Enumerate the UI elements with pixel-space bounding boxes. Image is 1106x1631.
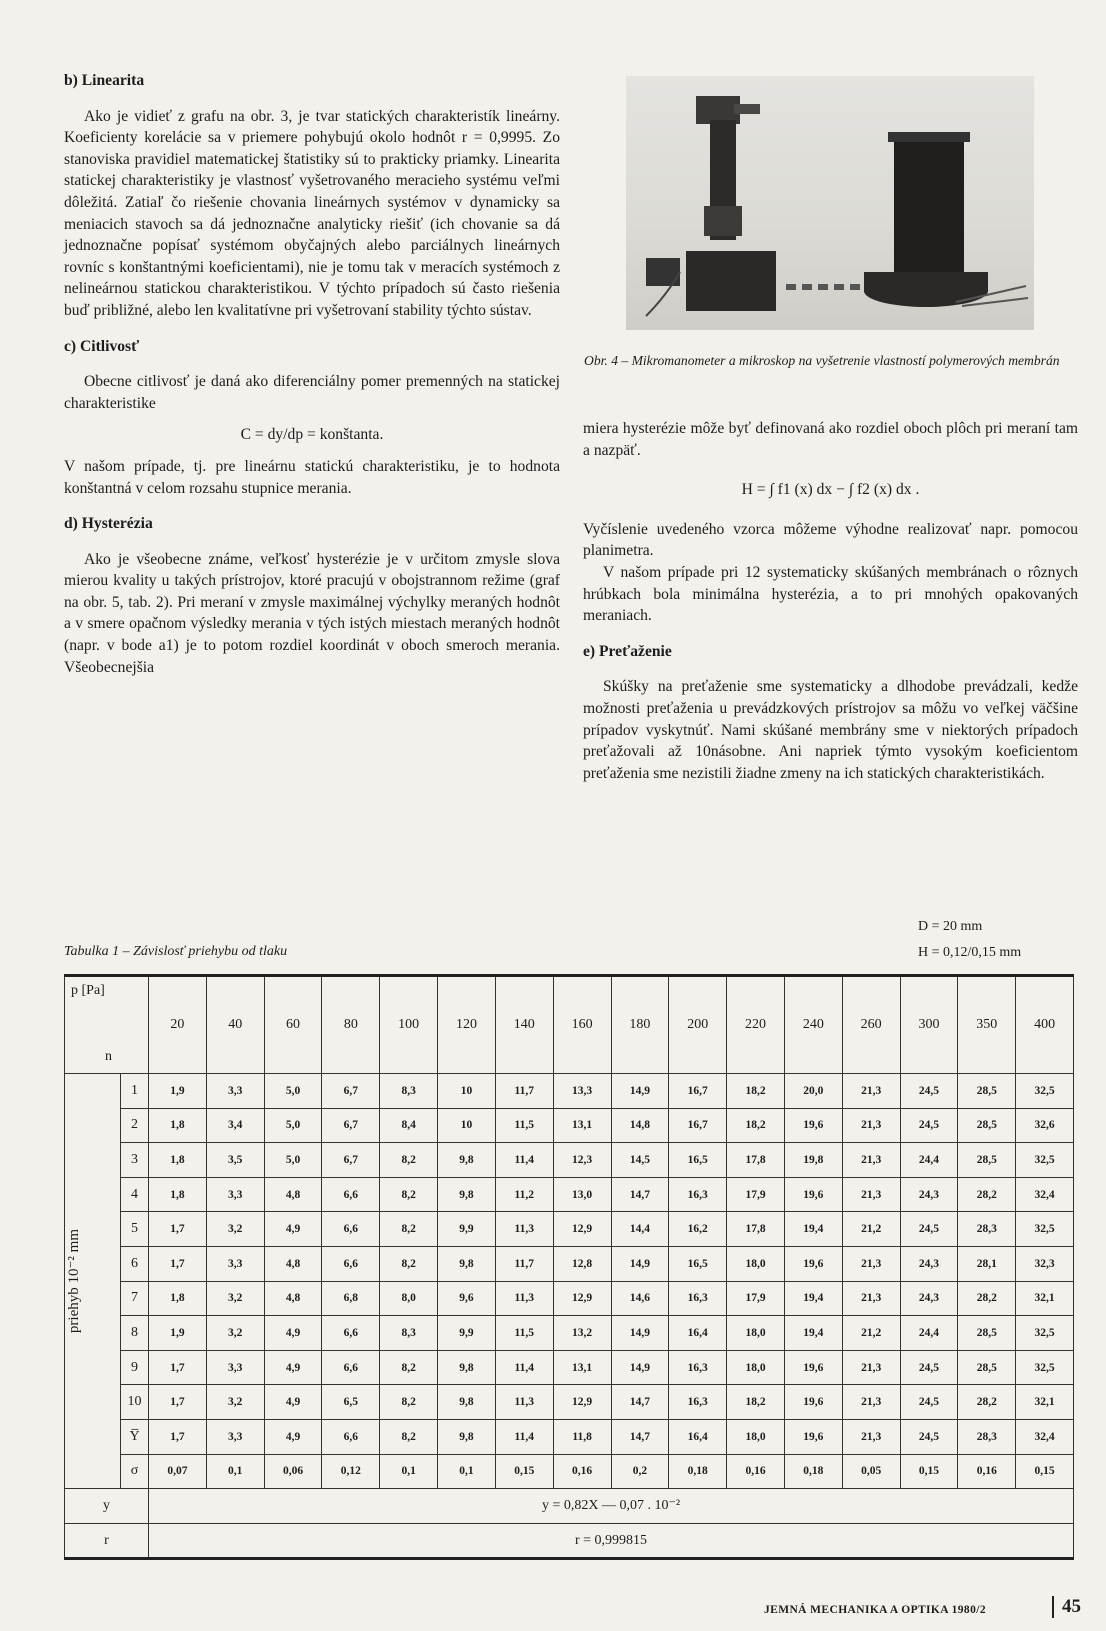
table-cell: 14,9 — [611, 1350, 669, 1385]
section-b-paragraph: Ako je vidieť z grafu na obr. 3, je tvar statických charakteristík lineárny. Koeficienty korelácie sa v priemere pohybujú okolo hodnôt r = 0,9995. Zo stanoviska pravidiel matematickej štatistiky sú to prakticky priamky. Linearita statickej charakteristiky je vlastnosť vyšetrovaného meracieho systému veľmi dôležitá. Zatiaľ čo riešenie chovania lineárnych systémov v dynamicky sa meniacich stavoch sa dá jednoznačne analyticky riešiť (ich chovanie sa dá jednoznačne popísať systémom obyčajných alebo parciálnych lineárnych rovníc s konštantnými koeficientami), nie je tomu tak v meracích systémoch z nelineárnou statickou charakteristikou. V týchto prípadoch sú často riešenia buď približné, alebo len kvalitatívne pri vyšetrovaní stability týchto sústav. — [64, 107, 560, 319]
left-column — [64, 70, 560, 678]
table-cell: 21,3 — [842, 1350, 900, 1385]
pressure-header-cell: 80 — [322, 976, 380, 1074]
row-number: 9 — [121, 1350, 149, 1385]
table-cell: 1,8 — [149, 1143, 207, 1178]
table-cell: 12,3 — [553, 1143, 611, 1178]
pressure-header-cell: 160 — [553, 976, 611, 1074]
table-cell: 16,3 — [669, 1385, 727, 1420]
table-cell: 13,1 — [553, 1108, 611, 1143]
table-cell: 18,2 — [727, 1074, 785, 1109]
table-cell: 12,8 — [553, 1246, 611, 1281]
table-cell: 3,2 — [206, 1316, 264, 1351]
table-cell: 32,4 — [1016, 1419, 1074, 1454]
table-cell: 8,2 — [380, 1246, 438, 1281]
table-cell: 19,6 — [784, 1419, 842, 1454]
table-cell: 0,06 — [264, 1454, 322, 1489]
table-cell: 21,3 — [842, 1281, 900, 1316]
section-e-paragraph: Skúšky na preťaženie sme systematicky a dlhodobe prevádzali, kedže možnosti preťaženia u prevádzkových prístrojov sa môžu vo veľkej väčšine prípadov vyskytnúť. Nami skúšané membrány sme v niektorých prípadoch preťažovali až 10násobne. Ani napriek týmto vysokým koeficientom preťaženia sme nezistili žiadne zmeny na ich statických charakteristikách. — [583, 678, 1078, 782]
table-cell: 21,3 — [842, 1177, 900, 1212]
table-cell: 8,2 — [380, 1143, 438, 1178]
row-number: Y̅ — [121, 1419, 149, 1454]
table-cell: 1,8 — [149, 1177, 207, 1212]
pressure-header-cell: 300 — [900, 976, 958, 1074]
table-cell: 28,3 — [958, 1419, 1016, 1454]
table-cell: 8,4 — [380, 1108, 438, 1143]
table-cell: 9,9 — [438, 1316, 496, 1351]
table-row — [65, 1074, 1074, 1109]
row-number: σ — [121, 1454, 149, 1489]
table-corner — [65, 976, 149, 1074]
table-cell: 5,0 — [264, 1074, 322, 1109]
table-cell: 19,6 — [784, 1246, 842, 1281]
table-cell: 18,2 — [727, 1385, 785, 1420]
table-cell: 18,2 — [727, 1108, 785, 1143]
table-cell: 16,5 — [669, 1246, 727, 1281]
table-cell: 11,4 — [495, 1350, 553, 1385]
pressure-header-cell: 20 — [149, 976, 207, 1074]
table-cell: 21,2 — [842, 1316, 900, 1351]
table-cell: 14,9 — [611, 1074, 669, 1109]
section-d-paragraph-4: V našom prípade pri 12 systematicky skúšaných membránach o rôznych hrúbkach bola minimálna hysterézia, a to pri mnohých opakovaných meraniach. — [583, 563, 1078, 625]
regression-row — [65, 1489, 1074, 1524]
table-cell: 28,5 — [958, 1316, 1016, 1351]
table-title: Tabulka 1 – Závislosť priehybu od tlaku — [64, 944, 288, 959]
dimension-d: D = 20 mm — [918, 919, 983, 934]
section-d-paragraph-3: Vyčíslenie uvedeného vzorca môžeme výhodne realizovať napr. pomocou planimetra. — [583, 520, 1078, 560]
table-cell: 1,8 — [149, 1281, 207, 1316]
table-row — [65, 1177, 1074, 1212]
table-cell: 8,0 — [380, 1281, 438, 1316]
table-row — [65, 1143, 1074, 1178]
table-cell: 8,3 — [380, 1316, 438, 1351]
section-d-paragraph-2: miera hysterézie môže byť definovaná ako rozdiel oboch plôch pri meraní tam a nazpäť. — [583, 420, 1078, 459]
table-cell: 18,0 — [727, 1316, 785, 1351]
right-column — [583, 418, 1078, 784]
table-row — [65, 1108, 1074, 1143]
table-cell: 4,9 — [264, 1212, 322, 1247]
table-cell: 1,7 — [149, 1419, 207, 1454]
table-cell: 14,4 — [611, 1212, 669, 1247]
table-cell: 32,1 — [1016, 1385, 1074, 1420]
table-cell: 24,3 — [900, 1246, 958, 1281]
table-cell: 19,4 — [784, 1212, 842, 1247]
table-cell: 4,9 — [264, 1350, 322, 1385]
table-cell: 32,6 — [1016, 1108, 1074, 1143]
table-cell: 0,15 — [1016, 1454, 1074, 1489]
table-cell: 32,3 — [1016, 1246, 1074, 1281]
table-cell: 0,18 — [669, 1454, 727, 1489]
table-row — [65, 1316, 1074, 1351]
table-cell: 32,5 — [1016, 1212, 1074, 1247]
table-cell: 3,3 — [206, 1350, 264, 1385]
table-cell: 17,8 — [727, 1143, 785, 1178]
table-cell: 14,7 — [611, 1385, 669, 1420]
section-d-title: d) Hysterézia — [64, 515, 153, 533]
dimension-h: H = 0,12/0,15 mm — [918, 945, 1022, 960]
table-cell: 24,4 — [900, 1143, 958, 1178]
table-cell: 18,0 — [727, 1350, 785, 1385]
table-row — [65, 1419, 1074, 1454]
section-b-title: b) Linearita — [64, 72, 145, 89]
table-cell: 24,3 — [900, 1281, 958, 1316]
table-cell: 32,5 — [1016, 1350, 1074, 1385]
table-cell: 24,5 — [900, 1074, 958, 1109]
table-cell: 6,6 — [322, 1177, 380, 1212]
n-header: n — [105, 1049, 112, 1064]
table-cell: 8,2 — [380, 1212, 438, 1247]
table-cell: 1,7 — [149, 1212, 207, 1247]
table-cell: 13,1 — [553, 1350, 611, 1385]
table-cell: 0,1 — [438, 1454, 496, 1489]
table-cell: 28,2 — [958, 1281, 1016, 1316]
table-cell: 1,9 — [149, 1074, 207, 1109]
table-cell: 11,4 — [495, 1419, 553, 1454]
table-cell: 8,2 — [380, 1350, 438, 1385]
row-number: 6 — [121, 1246, 149, 1281]
table-cell: 9,8 — [438, 1246, 496, 1281]
table-cell: 19,4 — [784, 1281, 842, 1316]
row-number: 10 — [121, 1385, 149, 1420]
table-cell: 24,5 — [900, 1385, 958, 1420]
table-cell: 6,6 — [322, 1212, 380, 1247]
table-cell: 4,9 — [264, 1385, 322, 1420]
table-cell: 3,3 — [206, 1074, 264, 1109]
table-cell: 16,4 — [669, 1419, 727, 1454]
table-cell: 11,2 — [495, 1177, 553, 1212]
table-cell: 14,9 — [611, 1316, 669, 1351]
table-cell: 24,5 — [900, 1419, 958, 1454]
table-cell: 32,4 — [1016, 1177, 1074, 1212]
table-cell: 19,8 — [784, 1143, 842, 1178]
table-cell: 21,3 — [842, 1074, 900, 1109]
table-cell: 16,7 — [669, 1108, 727, 1143]
table-row — [65, 1281, 1074, 1316]
table-cell: 32,1 — [1016, 1281, 1074, 1316]
pressure-header-cell: 180 — [611, 976, 669, 1074]
row-number: 2 — [121, 1108, 149, 1143]
table-cell: 1,7 — [149, 1385, 207, 1420]
table-cell: 14,6 — [611, 1281, 669, 1316]
deflection-axis-label: priehyb 10⁻² mm — [66, 1229, 82, 1334]
table-cell: 24,3 — [900, 1177, 958, 1212]
table-cell: 13,2 — [553, 1316, 611, 1351]
table-cell: 3,3 — [206, 1177, 264, 1212]
table-cell: 9,6 — [438, 1281, 496, 1316]
table-cell: 11,4 — [495, 1143, 553, 1178]
table-cell: 3,3 — [206, 1419, 264, 1454]
table-cell: 14,7 — [611, 1177, 669, 1212]
table-cell: 9,8 — [438, 1143, 496, 1178]
pressure-header-cell: 220 — [727, 976, 785, 1074]
table-cell: 28,1 — [958, 1246, 1016, 1281]
correlation-label: r — [65, 1523, 149, 1559]
table-cell: 17,9 — [727, 1281, 785, 1316]
table-cell: 0,18 — [784, 1454, 842, 1489]
table-cell: 11,7 — [495, 1246, 553, 1281]
table-cell: 1,7 — [149, 1350, 207, 1385]
table-cell: 6,8 — [322, 1281, 380, 1316]
table-cell: 12,9 — [553, 1385, 611, 1420]
section-e-title: e) Preťaženie — [583, 642, 672, 660]
table-cell: 19,6 — [784, 1385, 842, 1420]
table-cell: 3,2 — [206, 1212, 264, 1247]
table-cell: 16,2 — [669, 1212, 727, 1247]
table-cell: 11,7 — [495, 1074, 553, 1109]
figure-photo — [626, 76, 1034, 330]
section-d-paragraph-1: Ako je všeobecne známe, veľkosť hysterézie je v určitom zmysle slova mierou kvality u takých prístrojov, ktoré pracujú v obojstrannom režime (graf na obr. 5, tab. 2). Pri meraní v zmysle maximálnej výchylky meraných hodnôt a v smere opačnom výsledky merania v tých istých miestach meraných hodnôt (napr. v bode a1) je to potom rozdiel koordinát v oboch smeroch merania. Všeobecnejšia — [64, 550, 560, 676]
table-cell: 6,6 — [322, 1246, 380, 1281]
table-cell: 11,3 — [495, 1212, 553, 1247]
table-cell: 4,8 — [264, 1281, 322, 1316]
row-number: 8 — [121, 1316, 149, 1351]
table-cell: 1,9 — [149, 1316, 207, 1351]
table-cell: 4,9 — [264, 1316, 322, 1351]
table-cell: 0,16 — [727, 1454, 785, 1489]
table-header-row — [65, 976, 1074, 1074]
table-cell: 32,5 — [1016, 1316, 1074, 1351]
section-c-title: c) Citlivosť — [64, 337, 140, 355]
micromanometer-microscope-image — [626, 76, 1034, 330]
table-cell: 13,3 — [553, 1074, 611, 1109]
deflection-table — [64, 974, 1074, 1560]
section-c-paragraph-2: V našom prípade, tj. pre lineárnu statickú charakteristiku, je to hodnota konštantná v celom rozsahu stupnice merania. — [64, 457, 560, 497]
pressure-header-cell: 400 — [1016, 976, 1074, 1074]
table-cell: 21,3 — [842, 1385, 900, 1420]
table-cell: 28,2 — [958, 1177, 1016, 1212]
row-number: 4 — [121, 1177, 149, 1212]
table-cell: 32,5 — [1016, 1074, 1074, 1109]
table-cell: 17,9 — [727, 1177, 785, 1212]
row-number: 1 — [121, 1074, 149, 1109]
table-cell: 6,5 — [322, 1385, 380, 1420]
hysteresis-formula: H = ∫ f1 (x) dx − ∫ f2 (x) dx . — [741, 481, 920, 499]
pressure-header-cell: 140 — [495, 976, 553, 1074]
table-cell: 21,3 — [842, 1419, 900, 1454]
table-cell: 0,05 — [842, 1454, 900, 1489]
table-row — [65, 1212, 1074, 1247]
table-cell: 12,9 — [553, 1281, 611, 1316]
side-label-cell — [65, 1074, 121, 1489]
table-cell: 16,4 — [669, 1316, 727, 1351]
table-cell: 20,0 — [784, 1074, 842, 1109]
table-cell: 9,8 — [438, 1419, 496, 1454]
pressure-header-cell: 100 — [380, 976, 438, 1074]
table-cell: 0,15 — [495, 1454, 553, 1489]
table-cell: 16,7 — [669, 1074, 727, 1109]
table-cell: 4,9 — [264, 1419, 322, 1454]
table-cell: 21,3 — [842, 1143, 900, 1178]
table-cell: 14,8 — [611, 1108, 669, 1143]
pressure-header-cell: 60 — [264, 976, 322, 1074]
pressure-header-cell: 200 — [669, 976, 727, 1074]
table-cell: 0,12 — [322, 1454, 380, 1489]
table-cell: 11,5 — [495, 1316, 553, 1351]
table-row — [65, 1350, 1074, 1385]
table-cell: 11,3 — [495, 1385, 553, 1420]
table-cell: 0,15 — [900, 1454, 958, 1489]
table-cell: 1,7 — [149, 1246, 207, 1281]
table-cell: 16,5 — [669, 1143, 727, 1178]
regression-label: y — [65, 1489, 149, 1524]
pressure-header-cell: 350 — [958, 976, 1016, 1074]
table-cell: 13,0 — [553, 1177, 611, 1212]
table-cell: 6,7 — [322, 1108, 380, 1143]
correlation-value: r = 0,999815 — [149, 1523, 1074, 1559]
table-cell: 9,9 — [438, 1212, 496, 1247]
table-cell: 14,9 — [611, 1246, 669, 1281]
table-cell: 11,8 — [553, 1419, 611, 1454]
pressure-header: p [Pa] — [71, 983, 105, 998]
table-cell: 24,5 — [900, 1108, 958, 1143]
table-cell: 21,3 — [842, 1108, 900, 1143]
table-cell: 3,2 — [206, 1385, 264, 1420]
table-cell: 19,6 — [784, 1108, 842, 1143]
journal-footer: JEMNÁ MECHANIKA A OPTIKA 1980/2 — [764, 1604, 986, 1616]
table-cell: 5,0 — [264, 1108, 322, 1143]
pressure-header-cell: 260 — [842, 976, 900, 1074]
table-cell: 21,3 — [842, 1246, 900, 1281]
figure-caption: Obr. 4 – Mikromanometer a mikroskop na vyšetrenie vlastností polymerových membrán — [584, 353, 1060, 368]
table-cell: 0,16 — [553, 1454, 611, 1489]
table-cell: 8,2 — [380, 1385, 438, 1420]
table-cell: 3,4 — [206, 1108, 264, 1143]
table-cell: 6,7 — [322, 1143, 380, 1178]
table-cell: 16,3 — [669, 1350, 727, 1385]
table-cell: 6,7 — [322, 1074, 380, 1109]
table-cell: 4,8 — [264, 1177, 322, 1212]
table-row — [65, 1385, 1074, 1420]
table-cell: 8,2 — [380, 1177, 438, 1212]
table-cell: 28,5 — [958, 1143, 1016, 1178]
table-cell: 28,5 — [958, 1074, 1016, 1109]
row-number: 3 — [121, 1143, 149, 1178]
table-cell: 9,8 — [438, 1350, 496, 1385]
table-cell: 24,4 — [900, 1316, 958, 1351]
table-cell: 19,4 — [784, 1316, 842, 1351]
table-cell: 6,6 — [322, 1350, 380, 1385]
table-cell: 1,8 — [149, 1108, 207, 1143]
pressure-header-cell: 40 — [206, 976, 264, 1074]
pressure-header-cell: 240 — [784, 976, 842, 1074]
regression-equation: y = 0,82X — 0,07 . 10⁻² — [149, 1489, 1074, 1524]
table-row — [65, 1246, 1074, 1281]
table-cell: 28,3 — [958, 1212, 1016, 1247]
table-cell: 18,0 — [727, 1419, 785, 1454]
table-cell: 3,2 — [206, 1281, 264, 1316]
table-cell: 11,5 — [495, 1108, 553, 1143]
table-cell: 5,0 — [264, 1143, 322, 1178]
table-cell: 9,8 — [438, 1177, 496, 1212]
table-cell: 0,2 — [611, 1454, 669, 1489]
table-cell: 0,1 — [206, 1454, 264, 1489]
table-cell: 9,8 — [438, 1385, 496, 1420]
table-cell: 3,3 — [206, 1246, 264, 1281]
table-cell: 6,6 — [322, 1419, 380, 1454]
table-cell: 28,5 — [958, 1108, 1016, 1143]
table-cell: 19,6 — [784, 1177, 842, 1212]
pressure-header-cell: 120 — [438, 976, 496, 1074]
table-cell: 0,16 — [958, 1454, 1016, 1489]
table-cell: 14,5 — [611, 1143, 669, 1178]
table-cell: 24,5 — [900, 1350, 958, 1385]
table-cell: 17,8 — [727, 1212, 785, 1247]
table-cell: 24,5 — [900, 1212, 958, 1247]
table-row — [65, 1454, 1074, 1489]
table-cell: 8,2 — [380, 1419, 438, 1454]
table-cell: 3,5 — [206, 1143, 264, 1178]
table-cell: 6,6 — [322, 1316, 380, 1351]
table-cell: 10 — [438, 1108, 496, 1143]
table-cell: 8,3 — [380, 1074, 438, 1109]
sensitivity-formula: C = dy/dp = konštanta. — [240, 426, 384, 444]
table-cell: 21,2 — [842, 1212, 900, 1247]
table-cell: 18,0 — [727, 1246, 785, 1281]
page-number: 45 — [1052, 1596, 1081, 1618]
table-cell: 16,3 — [669, 1177, 727, 1212]
table-cell: 10 — [438, 1074, 496, 1109]
table-cell: 16,3 — [669, 1281, 727, 1316]
table-cell: 28,5 — [958, 1350, 1016, 1385]
table-cell: 28,2 — [958, 1385, 1016, 1420]
table-cell: 0,07 — [149, 1454, 207, 1489]
row-number: 5 — [121, 1212, 149, 1247]
table-dimensions — [918, 914, 1021, 966]
table-cell: 11,3 — [495, 1281, 553, 1316]
table-cell: 4,8 — [264, 1246, 322, 1281]
table-cell: 14,7 — [611, 1419, 669, 1454]
section-c-paragraph-1: Obecne citlivosť je daná ako diferenciálny pomer premenných na statickej charakteristike — [64, 373, 560, 412]
table-cell: 19,6 — [784, 1350, 842, 1385]
table-cell: 32,5 — [1016, 1143, 1074, 1178]
row-number: 7 — [121, 1281, 149, 1316]
table-cell: 0,1 — [380, 1454, 438, 1489]
table-cell: 12,9 — [553, 1212, 611, 1247]
correlation-row — [65, 1523, 1074, 1559]
